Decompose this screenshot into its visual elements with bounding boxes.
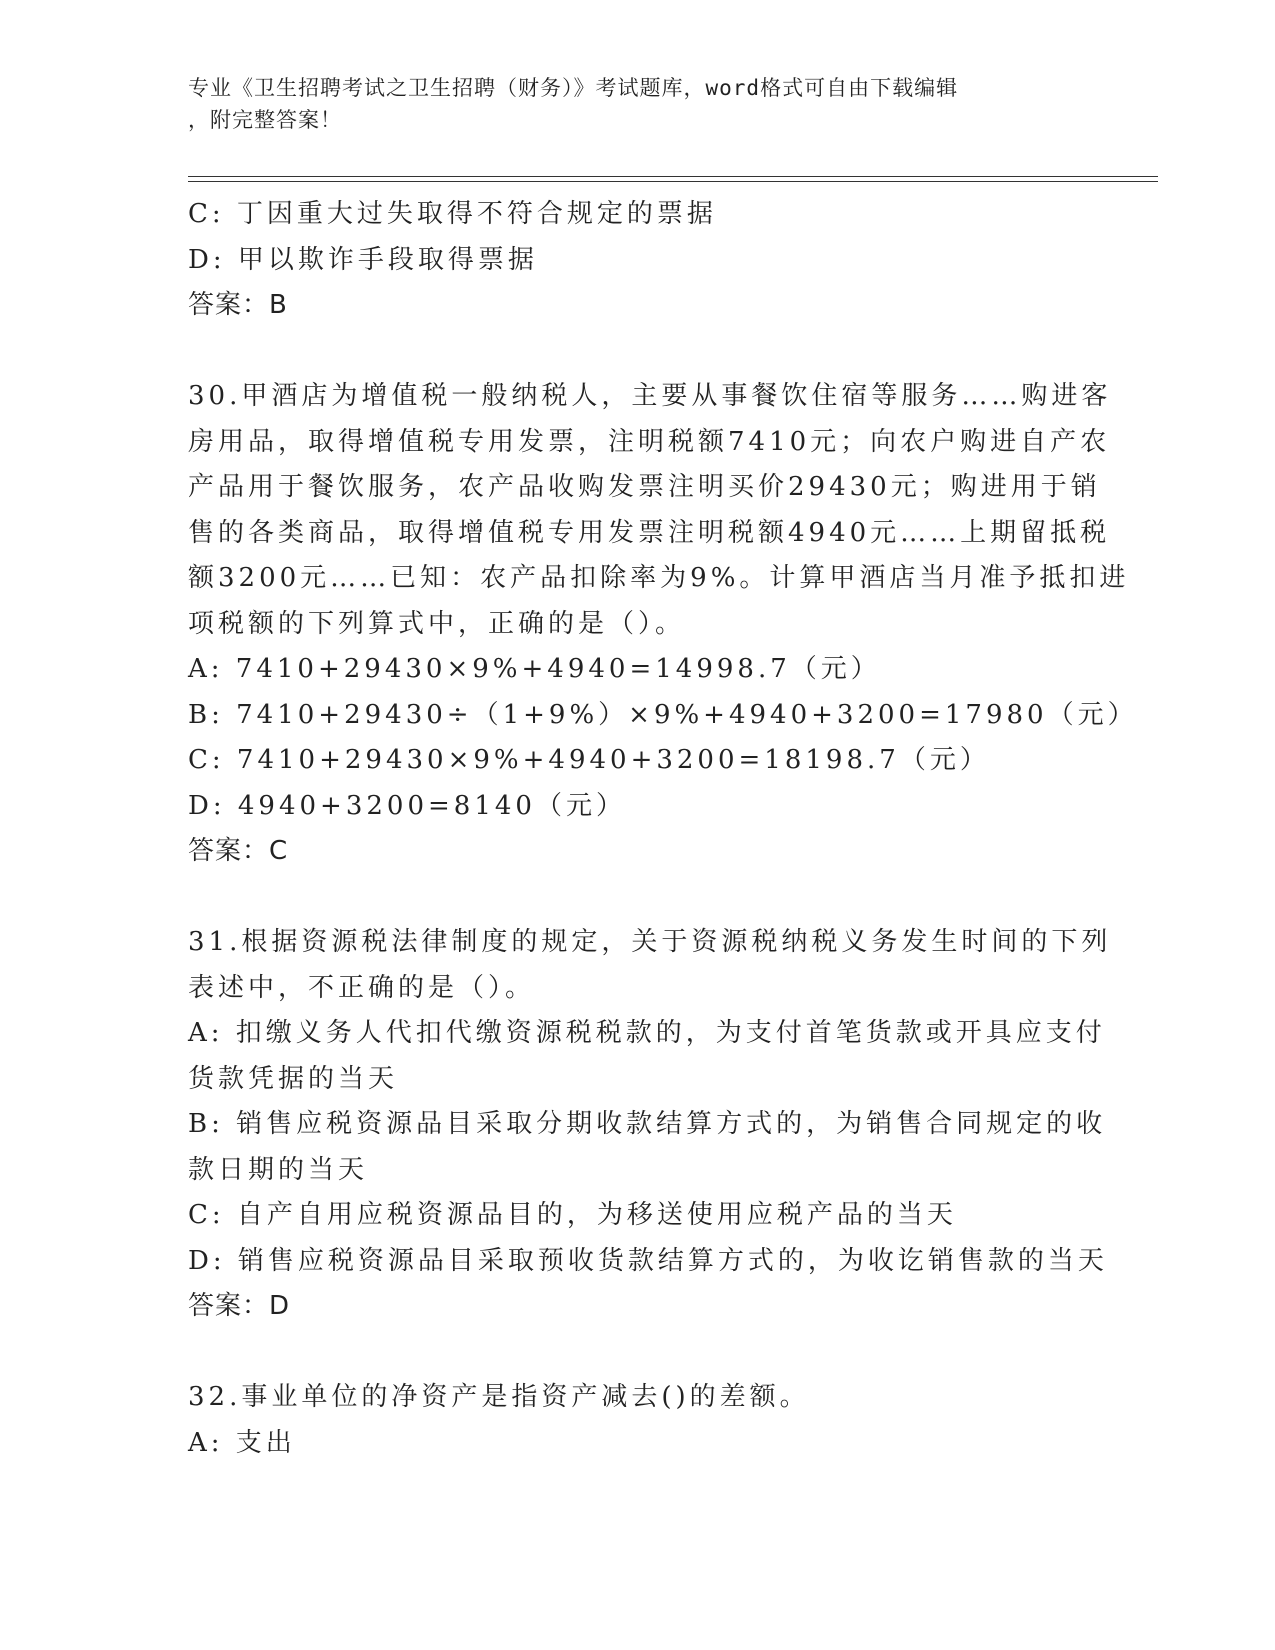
option-b-continued: 款日期的当天 xyxy=(188,1154,369,1185)
header-divider-top xyxy=(188,176,1158,177)
spacer xyxy=(188,1330,1088,1376)
option-c: C: 7410+29430×9%+4940+3200=18198.7（元） xyxy=(188,745,990,775)
header-divider-bottom xyxy=(188,181,1158,182)
spacer xyxy=(188,875,1088,921)
document-header xyxy=(188,72,1088,136)
option-a: A: 支出 xyxy=(188,1427,296,1458)
option-a: A: 7410+29430×9%+4940=14998.7（元） xyxy=(188,654,881,684)
question-content xyxy=(188,192,1138,1466)
answer: 答案：C xyxy=(188,836,289,866)
question-stem-line: 表述中，不正确的是（）。 xyxy=(188,972,536,1003)
option-b: B: 7410+29430÷（1+9%）×9%+4940+3200=17980（元） xyxy=(188,699,1138,730)
spacer xyxy=(188,329,1088,375)
question-stem-line: 售的各类商品，取得增值税专用发票注明税额4940元……上期留抵税 xyxy=(188,517,1111,548)
question-stem-line: 产品用于餐饮服务，农产品收购发票注明买价29430元；购进用于销 xyxy=(188,472,1101,502)
answer: 答案：B xyxy=(188,290,288,320)
question-stem-line: 30.甲酒店为增值税一般纳税人，主要从事餐饮住宿等服务……购进客 xyxy=(188,381,1112,411)
question-30 xyxy=(188,374,1138,875)
option-c: C: 丁因重大过失取得不符合规定的票据 xyxy=(188,199,717,229)
question-stem-line: 额3200元……已知：农产品扣除率为9%。计算甲酒店当月准予抵扣进 xyxy=(188,563,1130,593)
question-stem-line: 房用品，取得增值税专用发票，注明税额7410元；向农户购进自产农 xyxy=(188,426,1111,457)
option-d: D: 4940+3200=8140（元） xyxy=(188,790,626,821)
question-31 xyxy=(188,920,1112,1330)
previous-question xyxy=(188,192,1088,329)
question-stem-line: 32.事业单位的净资产是指资产减去()的差额。 xyxy=(188,1382,810,1412)
option-a-continued: 货款凭据的当天 xyxy=(188,1063,399,1094)
question-32 xyxy=(188,1375,1088,1466)
option-a: A: 扣缴义务人代扣代缴资源税税款的，为支付首笔货款或开具应支付 xyxy=(188,1018,1106,1048)
option-b: B: 销售应税资源品目采取分期收款结算方式的，为销售合同规定的收 xyxy=(188,1109,1107,1139)
question-stem-line: 31.根据资源税法律制度的规定，关于资源税纳税义务发生时间的下列 xyxy=(188,927,1112,957)
answer: 答案：D xyxy=(188,1291,291,1321)
question-stem-line: 项税额的下列算式中，正确的是（）。 xyxy=(188,608,686,639)
header-line-1: 专业《卫生招聘考试之卫生招聘（财务）》考试题库，word格式可自由下载编辑 xyxy=(188,76,959,100)
option-d: D: 甲以欺诈手段取得票据 xyxy=(188,244,538,275)
header-line-2: ，附完整答案！ xyxy=(188,108,342,132)
option-c: C: 自产自用应税资源品目的，为移送使用应税产品的当天 xyxy=(188,1200,957,1230)
option-d: D: 销售应税资源品目采取预收货款结算方式的，为收讫销售款的当天 xyxy=(188,1245,1108,1276)
